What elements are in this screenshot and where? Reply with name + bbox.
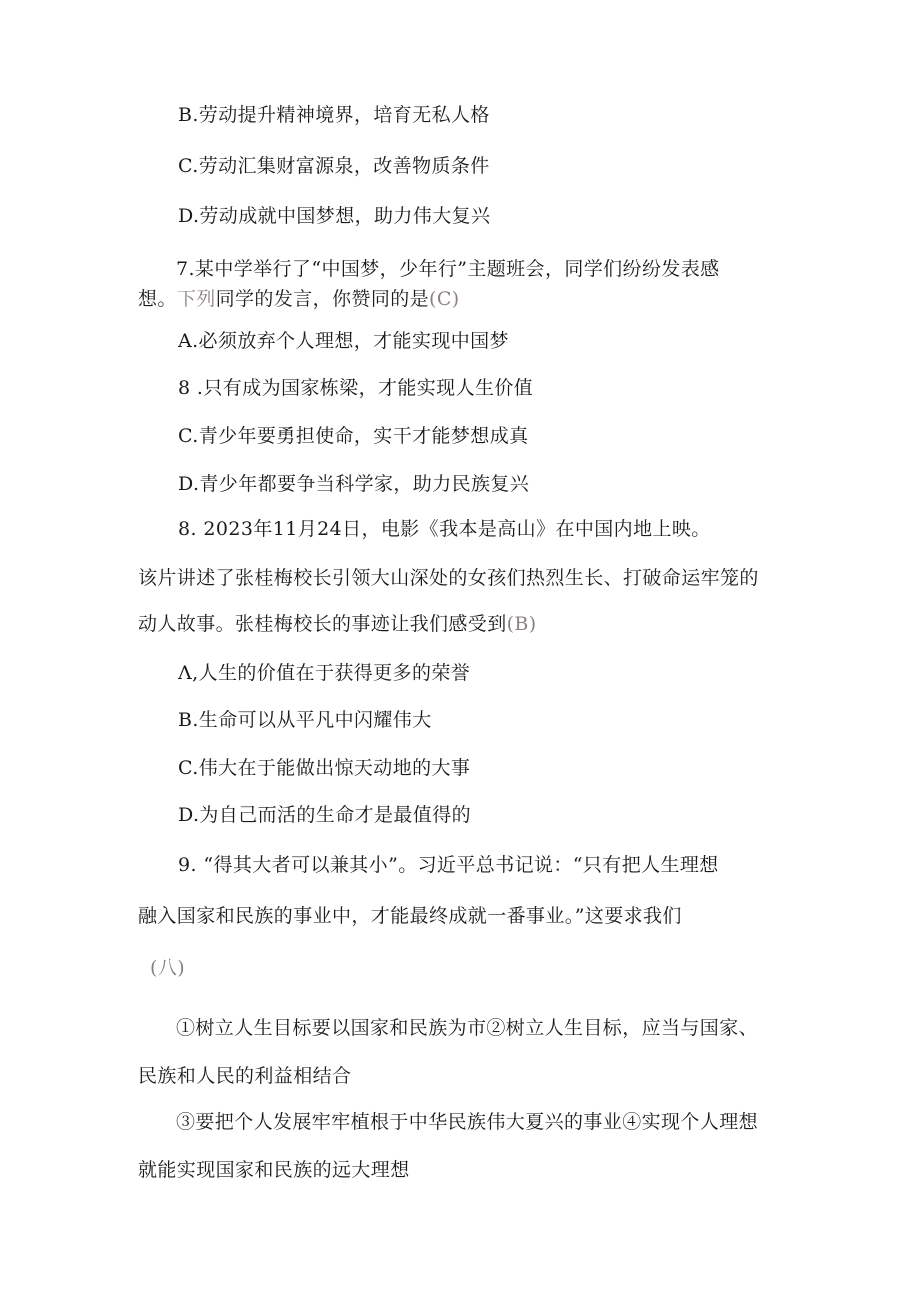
q7-answer: (C)	[429, 288, 460, 310]
q9-item-line2: 民族和人民的利益相结合	[138, 1065, 352, 1087]
q9-stem-line2: 融入国家和民族的事业中，才能最终成就一番事业。”这要求我们	[138, 905, 682, 927]
q7-stem-line1: 7.某中学举行了“中国梦，少年行”主题班会，同学们纷纷发表感	[176, 258, 720, 280]
q7-stem-line2-pre: 想。	[138, 288, 177, 310]
q9-item-line3: ③要把个人发展牢牢植根于中华民族伟大夏兴的事业④实现个人理想	[176, 1111, 759, 1133]
q7-stem-line2	[138, 287, 460, 311]
q8-stem-line3	[138, 612, 537, 636]
q8-option-d: D.为自己而活的生命才是最值得的	[178, 804, 471, 826]
q7-option-a: A.必须放弃个人理想，才能实现中国梦	[178, 330, 509, 352]
q7-option-d: D.青少年都要争当科学家，助力民族复兴	[178, 473, 530, 495]
q9-stem-line1: 9. “得其大者可以兼其小”。习近平总书记说：“只有把人生理想	[178, 854, 719, 876]
q9-answer: (八)	[150, 957, 186, 979]
q9-item-line4: 就能实现国家和民族的远大理想	[138, 1159, 410, 1181]
q8-answer: (B)	[506, 613, 537, 635]
q7-option-b: 8 .只有成为国家栋梁，才能实现人生价值	[178, 377, 534, 399]
q7-stem-line2-mid: 同学的发言，你赞同的是	[215, 288, 430, 310]
q8-option-c: C.伟大在于能做出惊天动地的大事	[178, 757, 471, 779]
q6-option-b: B.劳动提升精神境界，培育无私人格	[178, 104, 490, 126]
q6-option-d: D.劳动成就中国梦想，助力伟大复兴	[178, 205, 491, 227]
q8-stem-line1: 8. 2023年11月24日，电影《我本是高山》在中国内地上映。	[178, 518, 711, 540]
q7-option-c: C.青少年要勇担使命，实干才能梦想成真	[178, 425, 529, 447]
q8-stem-line3-text: 动人故事。张桂梅校长的事迹让我们感受到	[138, 613, 507, 635]
q8-option-b: B.生命可以从平凡中闪耀伟大	[178, 709, 432, 731]
q9-item-line1: ①树立人生目标要以国家和民族为市②树立人生目标，应当与国家、	[176, 1017, 759, 1039]
q8-stem-line2: 该片讲述了张桂梅校长引领大山深处的女孩们热烈生长、打破命运牢笼的	[138, 567, 759, 589]
q8-option-a: Λ,人生的价值在于获得更多的荣誉	[178, 662, 471, 684]
q7-stem-line2-highlight: 下列	[176, 288, 216, 310]
q6-option-c: C.劳动汇集财富源泉，改善物质条件	[178, 155, 490, 177]
